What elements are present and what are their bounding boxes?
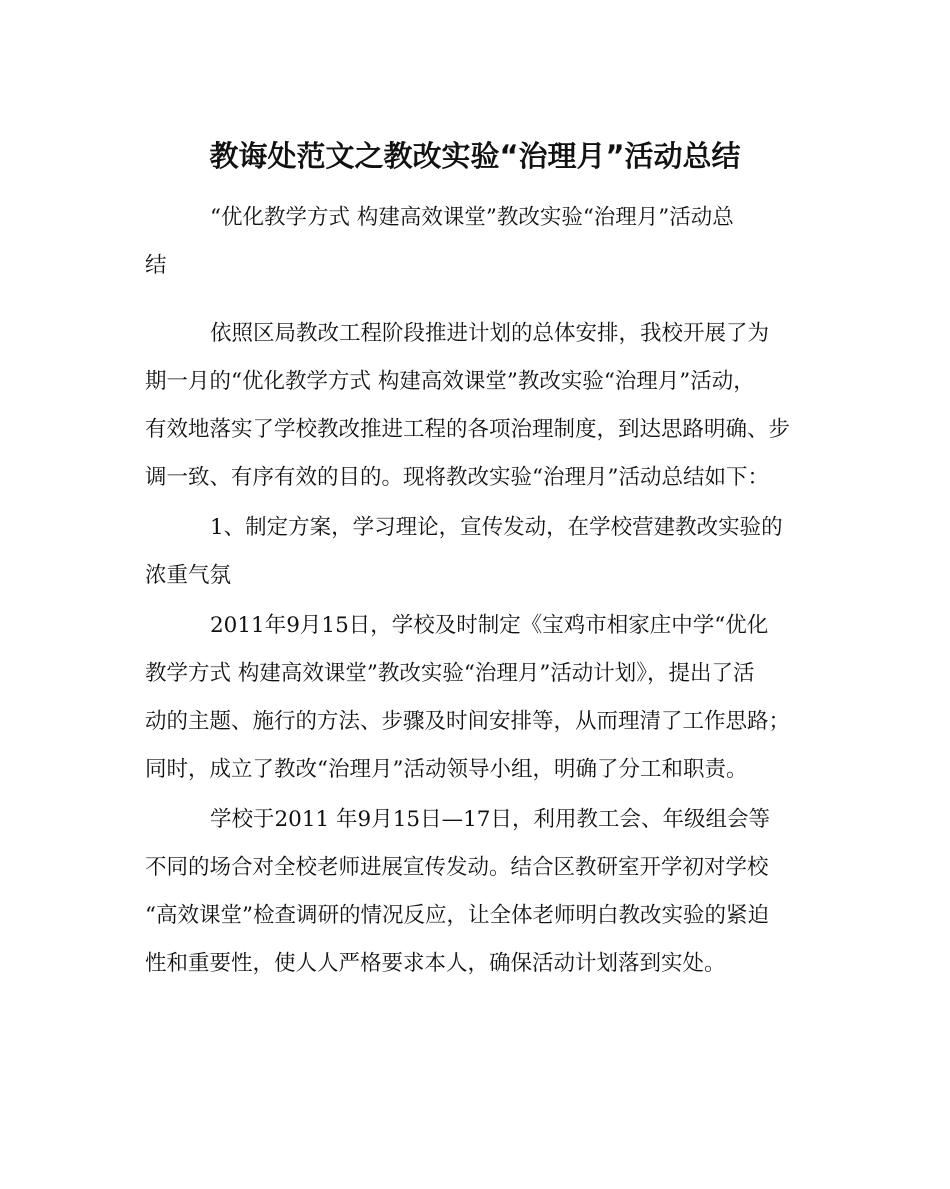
text-line: “高效课堂”检查调研的情况反应，让全体老师明白教改实验的紧迫	[145, 903, 769, 928]
text-line: 浓重气氛	[145, 563, 232, 588]
text-line: 动的主题、施行的方法、步骤及时间安排等，从而理清了工作思路；	[145, 709, 791, 734]
text-line: 同时，成立了教改“治理月”活动领导小组，明确了分工和职责。	[145, 757, 748, 782]
text-line: 学校于2011 年9月15日—17日，利用教工会、年级组会等	[210, 807, 770, 832]
text-line: “优化教学方式 构建高效课堂”教改实验“治理月”活动总	[210, 205, 734, 230]
paragraph-plan	[145, 604, 815, 796]
paragraph-subtitle	[145, 196, 815, 292]
text-line: 有效地落实了学校教改推进工程的各项治理制度，到达思路明确、步	[145, 417, 791, 442]
document-body	[145, 196, 815, 992]
paragraph-mobilization	[145, 798, 815, 990]
text-line: 教学方式 构建高效课堂”教改实验“治理月”活动计划》，提出了活	[145, 661, 755, 686]
text-line: 结	[145, 253, 167, 278]
text-line: 期一月的“优化教学方式 构建高效课堂”教改实验“治理月”活动，	[145, 369, 755, 394]
text-line: 性和重要性，使人人严格要求本人，确保活动计划落到实处。	[145, 951, 726, 976]
text-line: 2011年9月15日，学校及时制定《宝鸡市相家庄中学“优化	[210, 613, 769, 638]
paragraph-section-heading	[145, 506, 815, 602]
text-line: 依照区局教改工程阶段推进计划的总体安排，我校开展了为	[210, 321, 770, 346]
text-line: 1、制定方案，学习理论，宣传发动，在学校营建教改实验的	[210, 515, 783, 540]
text-line: 调一致、有序有效的目的。现将教改实验“治理月”活动总结如下：	[145, 465, 769, 490]
text-line: 不同的场合对全校老师进展宣传发动。结合区教研室开学初对学校	[145, 855, 769, 880]
paragraph-intro	[145, 312, 815, 504]
document-title: 教诲处范文之教改实验“治理月”活动总结	[209, 139, 741, 173]
